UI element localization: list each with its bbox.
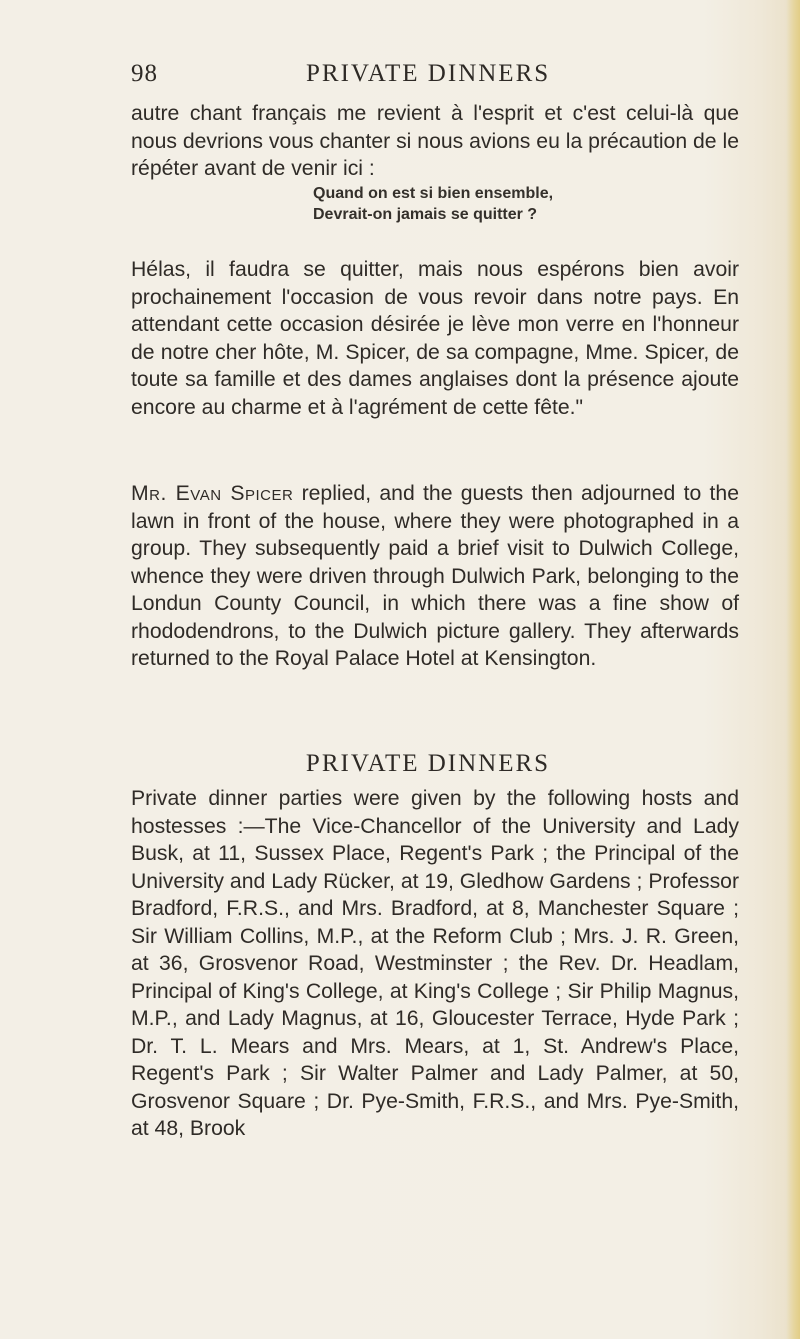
- verse-line-2: Devrait-on jamais se quitter ?: [313, 206, 538, 223]
- page-number: 98: [131, 60, 158, 87]
- running-head-title: PRIVATE DINNERS: [306, 60, 551, 87]
- verse-line-1: Quand on est si bien ensemble,: [313, 185, 554, 202]
- paragraph-private-dinners-text: Private dinner parties were given by the following hosts and hostesses :—The Vice-Chancellor of the University and Lady Busk, at 11, Sussex Place, Regent's Park ; the Principal of the University and Lady Rücker, at 19, Gledhow Gardens ; Professor Bradford, F.R.S., and Mrs. Bradford, at 8, Manchester Square ; Sir William Collins, M.P., at the Reform Club ; Mrs. J. R. Green, at 36, Grosvenor Road, Westminster ; the Rev. Dr. Headlam, Principal of King's College, at King's College ; Sir Philip Magnus, M.P., and Lady Magnus, at 16, Gloucester Terrace, Hyde Park ; Dr. T. L. Mears and Mrs. Mears, at 1, St. Andrew's Place, Regent's Park ; Sir Walter Palmer and Lady Palmer, at 50, Grosvenor Square ; Dr. Pye-Smith, F.R.S., and Mrs. Pye-Smith, at 48, Brook: [131, 787, 739, 1140]
- paragraph-toast-text: Hélas, il faudra se quitter, mais nous espérons bien avoir prochainement l'occasion de vous revoir dans notre pays. En attendant cette occasion désirée je lève mon verre en l'honneur de notre cher hôte, M. Spicer, de sa compagne, Mme. Spicer, de toute sa famille et des dames anglaises dont la présence ajoute encore au charme et à l'agrément de cette fête.": [131, 258, 739, 419]
- paragraph-toast: [131, 256, 739, 421]
- section-heading-text: PRIVATE DINNERS: [305, 750, 551, 777]
- running-head: [131, 60, 731, 100]
- paragraph-private-dinners: [131, 785, 739, 1143]
- paragraph-spicer-reply: [131, 480, 739, 673]
- page-edge-shading: [786, 0, 800, 1339]
- section-heading: [0, 750, 800, 778]
- speaker-name: Mr. Evan Spicer: [131, 482, 294, 505]
- paragraph-spicer-reply-text: replied, and the guests then adjourned to the lawn in front of the house, where they were photographed in a group. They subsequently paid a brief visit to Dulwich College, whence they were driven through Dulwich Park, belonging to the Londun County Council, in which there was a fine show of rhododendrons, to the Dulwich picture gallery. They afterwards returned to the Royal Palace Hotel at Kensington.: [131, 482, 739, 670]
- paragraph-french-song-intro: autre chant français me revient à l'esprit et c'est celui-là que nous devrions vous chanter si nous avions eu la précaution de le répéter avant de venir ici :: [131, 102, 739, 180]
